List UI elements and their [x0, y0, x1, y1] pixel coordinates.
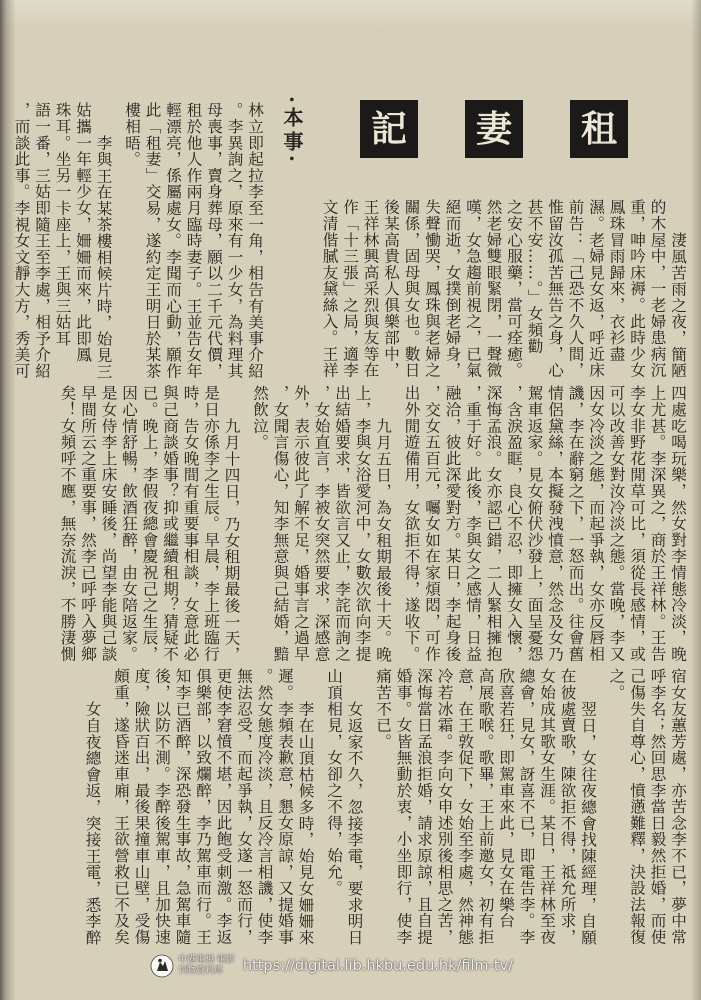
text-column: 痛苦不已。: [374, 668, 392, 750]
paragraph: [11, 102, 114, 379]
text-column: 租於他人作兩月臨時妻子。王並告女年: [184, 102, 203, 380]
paragraph: [111, 668, 316, 945]
text-column: 知李已酒醉，深恐發生事故，急駕車隨: [173, 668, 192, 946]
text-column: 九月五日，為女租期最後十天。晚: [374, 417, 392, 663]
text-column: 前告：「己恐不久人間，: [566, 199, 585, 379]
text-column: 嘆，女急趨前視之，已氣: [464, 199, 482, 379]
text-column: 的木屋中，一老婦患病沉: [648, 199, 667, 379]
text-column: 高展歌喉。歌畢，王上前邀女，初有拒: [476, 668, 495, 946]
text-column: 外，表示彼此了解不足，婚事言之過早: [292, 385, 310, 663]
text-column: 總會，見女，訝喜不已，即電告李。李: [517, 668, 536, 946]
text-column: 度，險狀百出，最後果撞車山壁，受傷: [132, 668, 151, 946]
archive-logo-line: 中港電視·電影: [178, 955, 235, 965]
text-column: 出結婚要求，皆欲言又止，李詫而詢之: [333, 385, 351, 663]
text-column: 此「租妻」交易，遂約定王明日於某茶: [143, 102, 162, 380]
title-char-box: 妻: [465, 100, 523, 158]
text-column: 上，李與女浴愛河中，女數次欲向李提: [353, 385, 372, 663]
text-column: 因心情舒暢，飲酒狂醉，由女陪返家。: [120, 385, 138, 663]
text-column: 樓相晤。: [123, 102, 141, 168]
text-column: 因女冷淡之態，而起爭執，女亦反唇相: [587, 385, 605, 663]
text-column: 欣喜若狂，即駕車來此，見女在樂台: [497, 668, 515, 929]
synopsis-block-middle: [57, 385, 688, 662]
text-column: 頗重，遂昏迷車廂，王欲營救已不及矣: [112, 668, 130, 946]
text-column: 然飲泣。: [251, 385, 269, 451]
text-column: 矣！女頻呼不應，無奈流淚，不勝淒惻: [58, 385, 77, 663]
text-column: 鳳珠冒雨歸來，衣衫盡: [607, 199, 626, 362]
text-column: 時，告女晚間有重要事相談，女意此必: [181, 385, 200, 663]
text-column: ，含淚盈眶，良心不忍，即擁女入懷，: [505, 385, 523, 663]
paragraph: [122, 102, 266, 379]
text-column: 文清偕膩友黛絲入。王祥: [320, 199, 339, 379]
text-column: 甚不安……。」女頻勸: [525, 199, 544, 355]
text-column: 李女非野花閒草可比，須從長感情，或: [628, 385, 646, 663]
paragraph: [250, 385, 394, 662]
paragraph: [401, 385, 688, 662]
text-column: 淒風苦雨之夜，簡陋: [669, 231, 687, 379]
text-column: 然老婦雙眼緊閉，一聲微: [484, 199, 503, 379]
text-column: 李與王在某茶樓相候片時，始見三: [94, 134, 113, 380]
text-column: 輕漂亮，係屬處女。李聞而心動，願作: [164, 102, 182, 380]
text-column: 己傷失自尊心，憤懣難釋，決設法報復: [628, 668, 646, 946]
text-column: 上尤甚。李深異之，商於王祥林。王告: [648, 385, 667, 663]
text-column: 駕車返家。見女俯伏沙發上，面呈憂怨: [525, 385, 544, 663]
text-column: 深悔孟浪。女亦認已錯，二人緊相擁抱: [484, 385, 503, 663]
text-column: ，重于好。此後，李與女之感情，日益: [464, 385, 482, 663]
text-column: 更使李窘憤不堪，因此飽受刺激。李返: [214, 668, 233, 946]
text-column: 冷若冰霜。李向女申述別後相思之苦，: [435, 668, 454, 946]
text-column: 意，在王敦促下，女始至李處，然神態: [456, 668, 474, 946]
synopsis-block-top-left: [11, 102, 265, 379]
text-column: 出外閒遊備用，女欲拒不得，遂收下。: [402, 385, 421, 663]
text-column: 早間所云之重要事，然李已呼呼入夢鄉: [79, 385, 97, 663]
text-column: 女返家不久，忽接李電，要求明日: [345, 700, 364, 946]
text-column: 女自夜總會返，突接王電，悉李醉: [83, 700, 102, 946]
text-column: 女始成其歌女生涯。某日，王祥林至夜: [538, 668, 556, 946]
paragraph: [82, 668, 103, 945]
text-column: 九月十四日，乃女租期最後一天，: [222, 417, 241, 663]
text-column: 關係，固母與女也。數日: [402, 199, 421, 379]
text-column: 婚事。女皆無動於衷，小坐即行，使李: [394, 668, 413, 946]
title-char-box: 記: [360, 100, 418, 158]
text-column: 林立即起拉李至一角，相告有美事介紹: [246, 102, 264, 380]
text-column: 失聲慟哭，鳳珠與老婦之: [423, 199, 441, 379]
text-column: 母喪事，賣身葬母，願以二千元代價，: [205, 102, 223, 380]
title-char-box: 租: [570, 100, 628, 158]
text-column: 惟留汝孤苦無告之身，心: [546, 199, 564, 379]
text-column: 王祥林興高采烈與友等在: [361, 199, 380, 379]
text-column: 情侶黛絲，本擬發洩憤意，然念及女乃: [546, 385, 564, 663]
text-column: 無法忍受，而起爭執，女遂一怒而行，: [235, 668, 253, 946]
archive-watermark: [150, 952, 513, 980]
archive-url: https://digital.lib.hkbu.edu.hk/film-tv/: [242, 958, 514, 974]
text-column: 宿女友蕙芳處，亦苦念李不已，夢中常: [669, 668, 687, 946]
archive-logo-line: 刊物資料庫: [178, 966, 224, 976]
text-column: 珠耳。坐另一卡座上，王與三姑耳: [53, 102, 72, 347]
text-column: 遲。李頻表歉意，懇女原諒，又提婚事: [276, 668, 294, 946]
text-column: 已。晚上，李假夜總會慶祝己之生辰，: [140, 385, 159, 663]
text-column: 融洽，彼此深愛對方。某日，李起身後: [443, 385, 462, 663]
text-column: 在彼處賣歌，陳欲拒不得，祗允所求，: [558, 668, 577, 946]
text-column: ，而談此事。李視女文靜大方，秀美可: [12, 102, 31, 380]
paragraph: [57, 385, 242, 662]
text-column: 李在山頂枯候多時，始見女姍姍來: [296, 700, 315, 946]
text-column: 翌日，女往夜總會找陳經理，自願: [579, 700, 597, 946]
section-heading: ·本事·: [280, 96, 304, 166]
text-column: 重，呻吟床褥。此時少女: [628, 199, 646, 379]
paragraph: [319, 199, 688, 378]
text-column: 之。: [607, 668, 626, 701]
text-column: 是女侍李上床安睡後，尚望李能與己談: [99, 385, 118, 663]
text-column: 語一番，三姑即隨王至李處，相予介紹: [33, 102, 51, 380]
text-column: ，交女五百元，囑女如在家煩悶，可作: [423, 385, 441, 663]
paragraph: [606, 668, 688, 945]
synopsis-block-top-right: [319, 199, 688, 378]
paragraph: [324, 668, 365, 945]
text-column: 後某高貴私人俱樂部中，: [382, 199, 400, 379]
text-column: 與己商談婚事？抑或繼續租期？猜疑不: [161, 385, 179, 663]
text-column: 姑攜一年輕少女，姍姍而來，此即鳳: [74, 102, 92, 363]
text-column: 俱樂部，以致爛醉，李乃駕車而行。王: [194, 668, 212, 946]
text-column: 可以改善女對汝冷淡之態。當晚，李又: [607, 385, 626, 663]
text-column: 山頂相見，女卻之不得，始允。: [325, 668, 343, 897]
paragraph: [373, 668, 599, 945]
text-column: 。然女態度冷淡，且反冷言相譏，使李: [255, 668, 274, 946]
text-column: 呼李名；然回思李當日毅然拒婚，而使: [648, 668, 667, 946]
text-column: 作「十三張」之局，適李: [341, 199, 359, 379]
text-column: ，女始直言，李被女突然要求，深感意: [312, 385, 331, 663]
text-column: 絕而逝，女撲倒老婦身，: [443, 199, 462, 379]
text-column: 。李異詢之，原來有一少女，為料理其: [225, 102, 244, 380]
film-archive-logo-icon: [150, 954, 174, 978]
archive-logo-text: [178, 955, 235, 977]
text-column: 是日亦係李之生辰。早晨，李上班臨行: [202, 385, 220, 663]
synopsis-block-bottom: [82, 668, 688, 945]
text-column: 之安心服藥，當可痊癒。: [505, 199, 523, 379]
text-column: 濕。老婦見女返，呼近床: [587, 199, 605, 379]
text-column: 深悔當日孟浪拒婚，請求原諒，且自提: [415, 668, 433, 946]
text-column: ，女聞言傷心，知李無意與己結婚，黯: [271, 385, 290, 663]
text-column: 後，以防不測。李醉後駕車，且加快速: [153, 668, 171, 946]
text-column: 四處吃喝玩樂，然女對李情態冷淡，晚: [669, 385, 687, 663]
text-column: 譏，李在辭窮之下，一怒而出。往會舊: [566, 385, 585, 663]
